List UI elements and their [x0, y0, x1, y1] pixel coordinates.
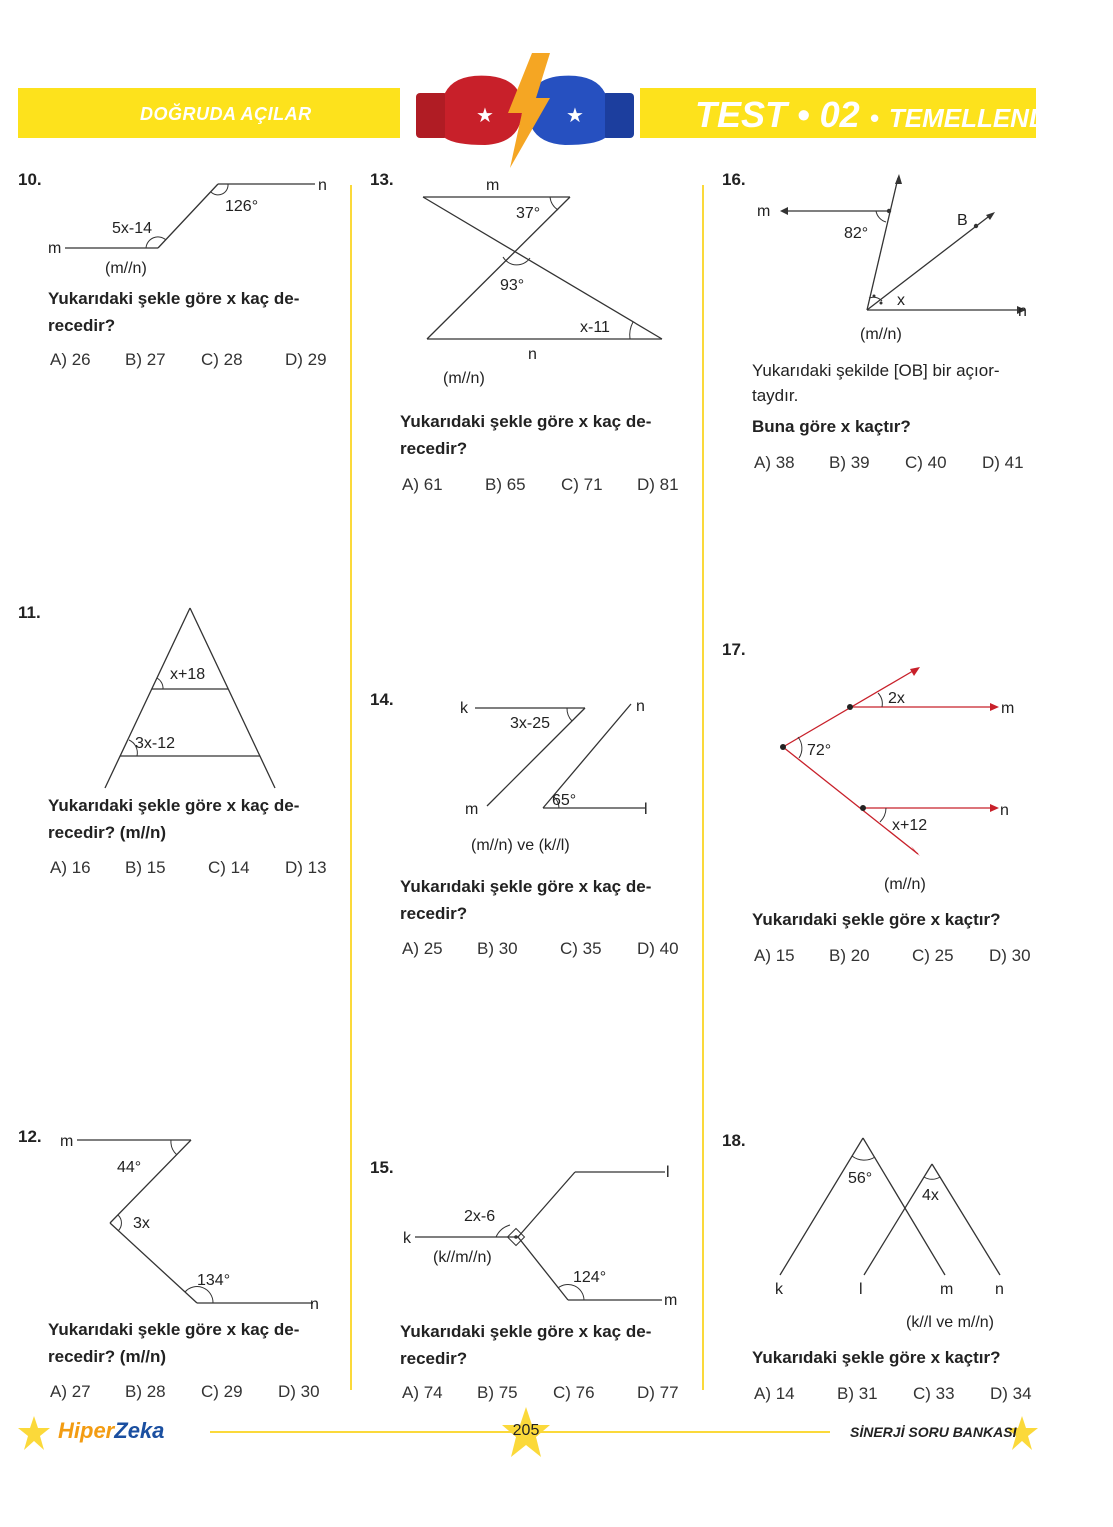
question-number: 16. [722, 170, 746, 189]
choice-a[interactable]: A) 16 [50, 858, 91, 877]
label-l: l [859, 1281, 863, 1298]
choice-b[interactable]: B) 30 [477, 939, 518, 958]
choice-c[interactable]: C) 35 [560, 939, 602, 958]
answer-choices [754, 946, 1031, 966]
page-number: 205 [512, 1422, 540, 1439]
angle-label: 5x-14 [112, 220, 153, 237]
svg-text:★: ★ [476, 105, 494, 127]
choice-b[interactable]: B) 75 [477, 1383, 518, 1402]
angle-label: 3x-25 [510, 715, 551, 732]
answer-choices [402, 939, 679, 959]
label-n: n [528, 346, 537, 363]
test-title [695, 94, 1113, 136]
question-number: 14. [370, 690, 394, 709]
question-text: Yukarıdaki şekle göre x kaç de- recedir? [48, 289, 300, 335]
choice-c[interactable]: C) 25 [912, 946, 954, 965]
choice-c[interactable]: C) 40 [905, 453, 947, 472]
choice-b[interactable]: B) 65 [485, 475, 526, 494]
svg-text:★: ★ [566, 105, 584, 127]
choice-d[interactable]: D) 81 [637, 475, 679, 494]
angle-label: 93° [500, 277, 525, 294]
q14-figure [455, 690, 695, 860]
label-k: k [775, 1281, 783, 1298]
answer-choices [50, 858, 327, 878]
q10-figure [40, 170, 340, 280]
publisher-logo [58, 1418, 164, 1444]
logo-part-b: Zeka [114, 1418, 165, 1443]
q13-figure [415, 172, 675, 392]
column-divider [350, 185, 352, 1390]
condition-label: (m//n) [884, 876, 926, 893]
choice-b[interactable]: B) 20 [829, 946, 870, 965]
question-text: Yukarıdaki şekle göre x kaçtır? [752, 910, 1001, 929]
choice-d[interactable]: D) 30 [989, 946, 1031, 965]
condition-label: (m//n) [105, 260, 147, 277]
choice-a[interactable]: A) 15 [754, 946, 795, 965]
choice-d[interactable]: D) 41 [982, 453, 1024, 472]
label-n: n [1018, 303, 1027, 320]
condition-label: (k//m//n) [433, 1249, 492, 1266]
q15-figure [400, 1155, 690, 1315]
choice-d[interactable]: D) 29 [285, 350, 327, 369]
choice-c[interactable]: C) 29 [201, 1382, 243, 1401]
choice-a[interactable]: A) 38 [754, 453, 795, 472]
choice-a[interactable]: A) 61 [402, 475, 443, 494]
angle-label: 56° [848, 1170, 873, 1187]
label-B: B [957, 212, 968, 229]
question-number: 18. [722, 1131, 746, 1150]
choice-b[interactable]: B) 31 [837, 1384, 878, 1403]
angle-label: x+18 [170, 666, 206, 683]
star-icon [16, 1414, 52, 1454]
choice-d[interactable]: D) 40 [637, 939, 679, 958]
choice-a[interactable]: A) 26 [50, 350, 91, 369]
test-number: 02 [819, 94, 860, 135]
label-l: l [666, 1164, 670, 1181]
choice-a[interactable]: A) 14 [754, 1384, 795, 1403]
choice-a[interactable]: A) 27 [50, 1382, 91, 1401]
label-m: m [486, 177, 500, 194]
choice-d[interactable]: D) 34 [990, 1384, 1032, 1403]
angle-label: 37° [516, 205, 541, 222]
answer-choices [50, 350, 327, 370]
answer-choices [754, 453, 1024, 473]
section-title: DOĞRUDA AÇILAR [140, 104, 312, 124]
choice-c[interactable]: C) 33 [913, 1384, 955, 1403]
answer-choices [402, 1383, 679, 1403]
label-l: l [644, 801, 648, 818]
choice-d[interactable]: D) 13 [285, 858, 327, 877]
choice-c[interactable]: C) 28 [201, 350, 243, 369]
choice-b[interactable]: B) 27 [125, 350, 166, 369]
angle-label: 4x [922, 1187, 939, 1204]
condition-label: (k//l ve m//n) [906, 1314, 995, 1331]
test-label: TEST [695, 94, 788, 135]
label-k: k [460, 700, 468, 717]
angle-label: 126° [225, 198, 259, 215]
angle-label: x+12 [892, 817, 928, 834]
label-n: n [310, 1296, 319, 1313]
test-type: TEMELLENDİRME [888, 103, 1113, 133]
choice-a[interactable]: A) 74 [402, 1383, 443, 1402]
label-n: n [1000, 802, 1009, 819]
question-text: Yukarıdaki şekle göre x kaçtır? [752, 1348, 1001, 1367]
label-m: m [1001, 700, 1015, 717]
question-number: 10. [18, 170, 42, 189]
condition-label: (m//n) [443, 370, 485, 387]
question-number: 12. [18, 1127, 42, 1146]
choice-d[interactable]: D) 77 [637, 1383, 679, 1402]
question-number: 11. [18, 603, 41, 622]
q16-figure [752, 170, 1042, 350]
angle-label: 82° [844, 225, 869, 242]
label-n: n [318, 177, 327, 194]
bullet-icon: • [797, 94, 810, 135]
question-text: Yukarıdaki şekle göre x kaç de- recedir? (m//n) [48, 796, 300, 842]
choice-b[interactable]: B) 15 [125, 858, 166, 877]
angle-label: 72° [807, 742, 832, 759]
question-number: 17. [722, 640, 746, 659]
answer-choices [402, 475, 679, 495]
label-m: m [757, 203, 771, 220]
angle-label: 2x-6 [464, 1208, 496, 1225]
boxing-gloves-icon [400, 48, 650, 173]
angle-label: x [897, 292, 905, 309]
bullet-icon: • [869, 103, 879, 133]
question-text: Yukarıdaki şekle göre x kaç de- recedir? (m//n) [48, 1320, 300, 1366]
choice-a[interactable]: A) 25 [402, 939, 443, 958]
angle-label: x-11 [580, 319, 610, 336]
question-text: Yukarıdaki şekle göre x kaç de- recedir? [400, 412, 652, 458]
logo-part-a: Hiper [58, 1418, 115, 1443]
question-number: 13. [370, 170, 394, 189]
choice-d[interactable]: D) 30 [278, 1382, 320, 1401]
angle-label: 3x [133, 1215, 150, 1232]
choice-c[interactable]: C) 76 [553, 1383, 595, 1402]
choice-c[interactable]: C) 14 [208, 858, 250, 877]
angle-label: 44° [117, 1159, 142, 1176]
angle-label: 65° [552, 792, 577, 809]
q17-figure [760, 660, 1040, 900]
book-brand: SİNERJİ SORU BANKASI [850, 1424, 1017, 1440]
q11-figure [95, 600, 285, 795]
question-text: Yukarıdaki şekilde [OB] bir açıor- taydır. Buna göre x kaçtır? [752, 361, 1000, 436]
label-m: m [940, 1281, 954, 1298]
label-m: m [60, 1133, 74, 1150]
angle-label: 3x-12 [135, 735, 176, 752]
label-m: m [465, 801, 479, 818]
column-divider [702, 185, 704, 1390]
q18-figure [760, 1130, 1030, 1335]
label-n: n [636, 698, 645, 715]
choice-b[interactable]: B) 28 [125, 1382, 166, 1401]
answer-choices [50, 1382, 320, 1402]
label-m: m [48, 240, 62, 257]
question-text: Yukarıdaki şekle göre x kaç de- recedir? [400, 1322, 652, 1368]
q12-figure [55, 1125, 335, 1315]
choice-b[interactable]: B) 39 [829, 453, 870, 472]
question-number: 15. [370, 1158, 394, 1177]
condition-label: (m//n) [860, 326, 902, 343]
angle-label: 2x [888, 690, 905, 707]
label-k: k [403, 1230, 411, 1247]
angle-label: 134° [197, 1272, 231, 1289]
answer-choices [754, 1384, 1032, 1404]
label-n: n [995, 1281, 1004, 1298]
angle-label: 124° [573, 1269, 607, 1286]
label-m: m [664, 1292, 678, 1309]
question-text: Yukarıdaki şekle göre x kaç de- recedir? [400, 877, 652, 923]
condition-label: (m//n) ve (k//l) [471, 837, 570, 854]
choice-c[interactable]: C) 71 [561, 475, 603, 494]
